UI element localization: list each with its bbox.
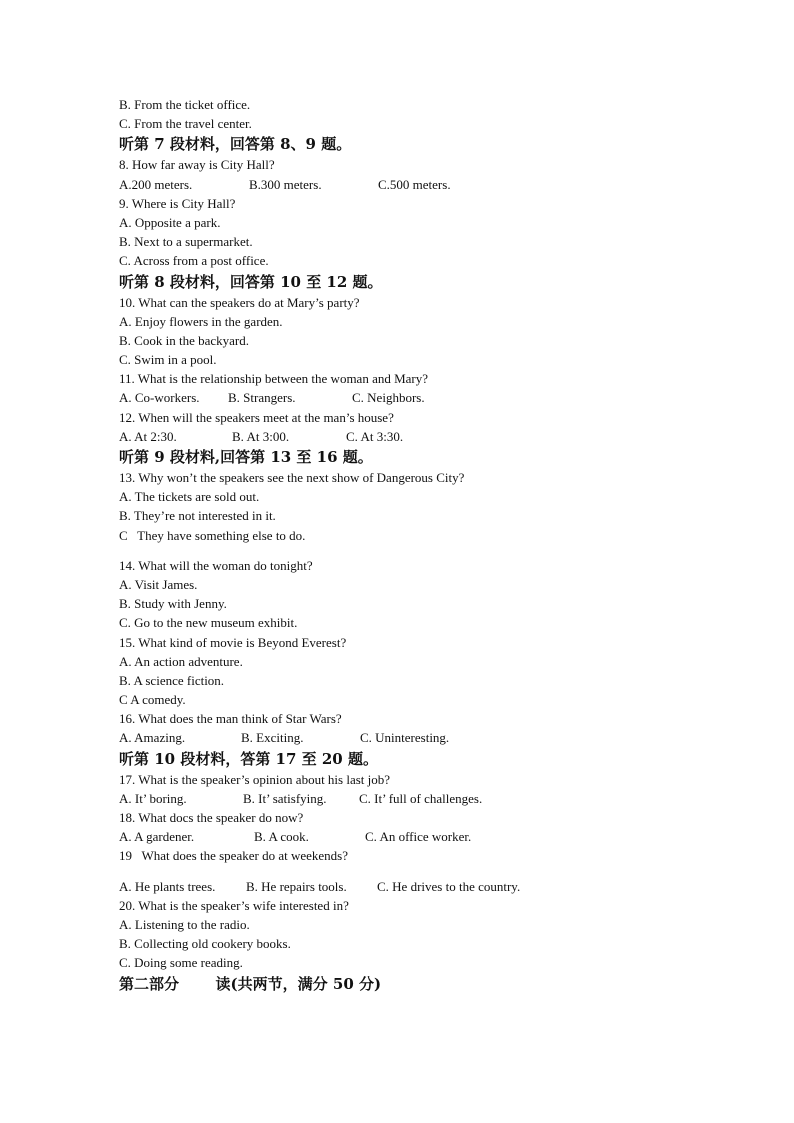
option-c: C. At 3:30.	[346, 428, 404, 444]
option-c: C. Neighbors.	[352, 390, 425, 406]
options-row	[119, 728, 719, 747]
option-b: B.300 meters.	[249, 176, 322, 192]
option-line: C. From the travel center.	[119, 116, 252, 132]
question-16: 16. What does the man think of Star Wars?	[119, 711, 342, 727]
option-c: C. He drives to the country.	[377, 878, 521, 894]
section-heading: 听第 10 段材料，答第 17 至 20 题。	[119, 749, 378, 768]
option-c: C.500 meters.	[378, 176, 451, 192]
option-a: A. He plants trees.	[119, 878, 216, 894]
option-b: B. He repairs tools.	[246, 878, 347, 894]
option-line: A. Visit James.	[119, 576, 198, 592]
spacer	[119, 866, 719, 877]
question-9: 9. Where is City Hall?	[119, 195, 236, 211]
option-b: B. Strangers.	[228, 390, 296, 406]
section-heading: 听第 9 段材料,回答第 13 至 16 题。	[119, 448, 373, 466]
option-line: C. Across from a post office.	[119, 253, 269, 269]
option-line: C. Swim in a pool.	[119, 352, 217, 368]
question-10: 10. What can the speakers do at Mary’s party?	[119, 294, 360, 310]
option-a: A. Amazing.	[119, 730, 186, 746]
option-b: B. Exciting.	[241, 730, 304, 746]
question-18: 18. What docs the speaker do now?	[119, 810, 304, 825]
option-line: B. Study with Jenny.	[119, 596, 227, 612]
option-a: A. Co-workers.	[119, 390, 200, 406]
option-line: A. Enjoy flowers in the garden.	[119, 313, 283, 329]
option-c: C. An office worker.	[365, 829, 472, 845]
question-8: 8. How far away is City Hall?	[119, 157, 275, 173]
option-line: B. A science fiction.	[119, 672, 225, 688]
option-line: A. Listening to the radio.	[119, 916, 250, 932]
question-15: 15. What kind of movie is Beyond Everest?	[119, 634, 347, 650]
section-heading: 听第 8 段材料，回答第 10 至 12 题。	[119, 272, 383, 291]
option-line: C. Doing some reading.	[119, 955, 243, 971]
question-13: 13. Why won’t the speakers see the next show of Dangerous City?	[119, 470, 465, 485]
option-c: C. It’ full of challenges.	[359, 790, 483, 806]
option-c: C. Uninteresting.	[360, 730, 450, 746]
option-line: A. The tickets are sold out.	[119, 489, 260, 505]
option-b: B. It’ satisfying.	[243, 790, 327, 806]
question-19: 19 What does the speaker do at weekends?	[119, 848, 348, 864]
options-row	[119, 789, 719, 808]
option-line: C A comedy.	[119, 692, 186, 708]
options-row	[119, 877, 719, 896]
question-20: 20. What is the speaker’s wife interested in?	[119, 897, 349, 913]
option-a: A.200 meters.	[119, 176, 193, 192]
option-line: B. Cook in the backyard.	[119, 332, 249, 348]
part-heading: 第二部分 读(共两节，满分 50 分)	[119, 974, 382, 993]
option-line: A. Opposite a park.	[119, 214, 221, 230]
option-line: C. Go to the new museum exhibit.	[119, 615, 298, 631]
option-line: B. From the ticket office.	[119, 97, 251, 112]
question-17: 17. What is the speaker’s opinion about his last job?	[119, 771, 391, 787]
question-12: 12. When will the speakers meet at the man’s house?	[119, 409, 394, 425]
option-a: A. At 2:30.	[119, 428, 177, 444]
option-line: B. They’re not interested in it.	[119, 508, 276, 524]
options-row	[119, 175, 719, 194]
option-line: C They have something else to do.	[119, 527, 306, 543]
option-a: A. A gardener.	[119, 829, 195, 845]
options-row	[119, 388, 719, 407]
option-b: B. A cook.	[254, 829, 309, 845]
option-line: B. Next to a supermarket.	[119, 234, 253, 250]
option-line: A. An action adventure.	[119, 653, 243, 669]
options-row	[119, 427, 719, 446]
options-row	[119, 827, 719, 846]
spacer	[119, 545, 719, 556]
option-a: A. It’ boring.	[119, 790, 187, 806]
exam-page	[119, 95, 719, 995]
question-11: 11. What is the relationship between the woman and Mary?	[119, 371, 429, 387]
question-14: 14. What will the woman do tonight?	[119, 557, 313, 573]
option-line: B. Collecting old cookery books.	[119, 936, 291, 952]
section-heading: 听第 7 段材料，回答第 8、9 题。	[119, 135, 352, 154]
option-b: B. At 3:00.	[232, 428, 290, 444]
